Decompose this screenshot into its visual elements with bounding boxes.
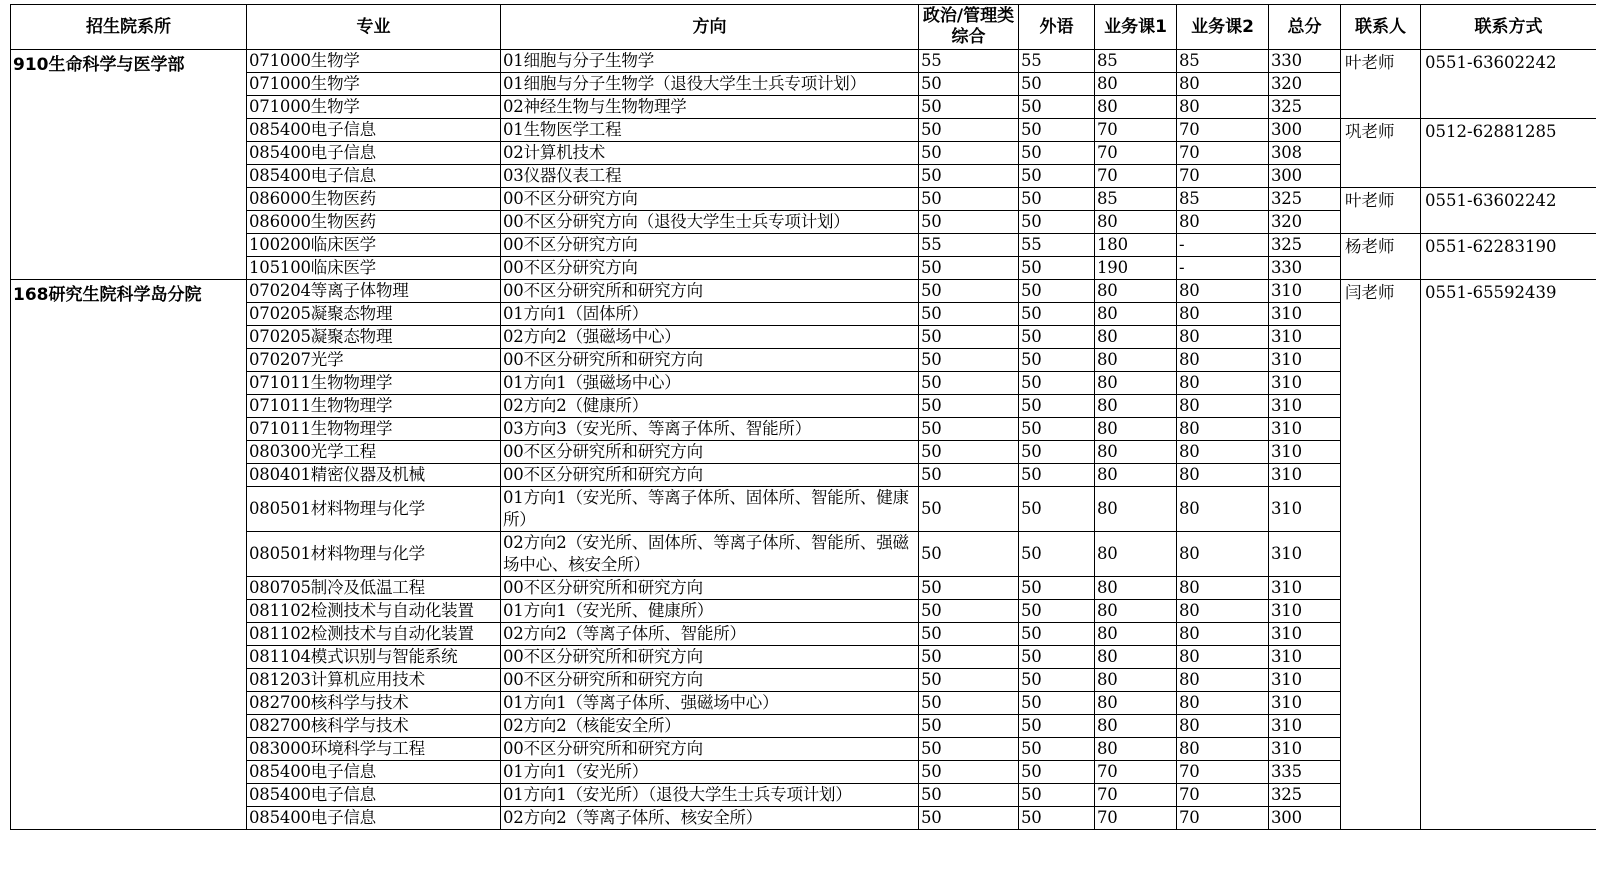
total-score-cell[interactable]: 310 <box>1269 280 1341 303</box>
politics-score-cell[interactable]: 50 <box>919 395 1019 418</box>
major-cell[interactable]: 081104模式识别与智能系统 <box>247 646 501 669</box>
politics-score-cell[interactable]: 50 <box>919 303 1019 326</box>
major-cell[interactable]: 080501材料物理与化学 <box>247 487 501 532</box>
contact-name-cell[interactable]: 巩老师 <box>1341 119 1421 188</box>
politics-score-cell[interactable]: 50 <box>919 738 1019 761</box>
course2-score-cell[interactable]: 80 <box>1177 532 1269 577</box>
table-row <box>11 234 1597 257</box>
language-score-cell[interactable]: 50 <box>1019 303 1095 326</box>
language-score-cell[interactable]: 50 <box>1019 257 1095 280</box>
total-score-cell[interactable]: 310 <box>1269 395 1341 418</box>
direction-cell[interactable]: 00不区分研究所和研究方向 <box>501 349 919 372</box>
language-score-cell[interactable]: 50 <box>1019 738 1095 761</box>
language-score-cell[interactable]: 50 <box>1019 142 1095 165</box>
table-row <box>11 50 1597 73</box>
course2-score-cell[interactable]: 80 <box>1177 96 1269 119</box>
language-score-cell[interactable]: 50 <box>1019 372 1095 395</box>
total-score-cell[interactable]: 310 <box>1269 441 1341 464</box>
language-score-cell[interactable]: 50 <box>1019 784 1095 807</box>
total-score-cell[interactable]: 325 <box>1269 784 1341 807</box>
language-score-cell[interactable]: 50 <box>1019 646 1095 669</box>
total-score-cell[interactable]: 310 <box>1269 326 1341 349</box>
total-score-cell[interactable]: 310 <box>1269 349 1341 372</box>
course2-score-cell[interactable]: 80 <box>1177 372 1269 395</box>
politics-score-cell[interactable]: 50 <box>919 211 1019 234</box>
course2-score-cell[interactable]: 80 <box>1177 487 1269 532</box>
course2-score-cell[interactable]: 80 <box>1177 441 1269 464</box>
table-row <box>11 119 1597 142</box>
direction-cell[interactable]: 01方向1（安光所、等离子体所、固体所、智能所、健康所） <box>501 487 919 532</box>
course1-score-cell[interactable]: 70 <box>1095 784 1177 807</box>
major-cell[interactable]: 071000生物学 <box>247 73 501 96</box>
language-score-cell[interactable]: 50 <box>1019 669 1095 692</box>
course1-score-cell[interactable]: 80 <box>1095 395 1177 418</box>
total-score-cell[interactable]: 310 <box>1269 623 1341 646</box>
major-cell[interactable]: 081102检测技术与自动化装置 <box>247 600 501 623</box>
language-score-cell[interactable]: 50 <box>1019 692 1095 715</box>
direction-cell[interactable]: 02方向2（等离子体所、智能所） <box>501 623 919 646</box>
course1-score-cell[interactable]: 80 <box>1095 418 1177 441</box>
header-language[interactable]: 外语 <box>1019 5 1095 50</box>
course1-score-cell[interactable]: 85 <box>1095 188 1177 211</box>
course1-score-cell[interactable]: 190 <box>1095 257 1177 280</box>
course2-score-cell[interactable]: 80 <box>1177 464 1269 487</box>
course2-score-cell[interactable]: 80 <box>1177 326 1269 349</box>
direction-cell[interactable]: 02方向2（安光所、固体所、等离子体所、智能所、强磁场中心、核安全所） <box>501 532 919 577</box>
dept-cell[interactable]: 168研究生院科学岛分院 <box>11 280 247 830</box>
course2-score-cell[interactable]: 70 <box>1177 142 1269 165</box>
course1-score-cell[interactable]: 80 <box>1095 646 1177 669</box>
direction-cell[interactable]: 02方向2（强磁场中心） <box>501 326 919 349</box>
major-cell[interactable]: 083000环境科学与工程 <box>247 738 501 761</box>
politics-score-cell[interactable]: 50 <box>919 669 1019 692</box>
major-cell[interactable]: 085400电子信息 <box>247 165 501 188</box>
course1-score-cell[interactable]: 80 <box>1095 623 1177 646</box>
language-score-cell[interactable]: 50 <box>1019 715 1095 738</box>
politics-score-cell[interactable]: 50 <box>919 623 1019 646</box>
course2-score-cell[interactable]: 80 <box>1177 303 1269 326</box>
course1-score-cell[interactable]: 80 <box>1095 349 1177 372</box>
major-cell[interactable]: 080705制冷及低温工程 <box>247 577 501 600</box>
direction-cell[interactable]: 00不区分研究所和研究方向 <box>501 464 919 487</box>
language-score-cell[interactable]: 50 <box>1019 577 1095 600</box>
total-score-cell[interactable]: 310 <box>1269 600 1341 623</box>
language-score-cell[interactable]: 50 <box>1019 441 1095 464</box>
language-score-cell[interactable]: 55 <box>1019 234 1095 257</box>
politics-score-cell[interactable]: 50 <box>919 119 1019 142</box>
direction-cell[interactable]: 00不区分研究所和研究方向 <box>501 280 919 303</box>
politics-score-cell[interactable]: 50 <box>919 257 1019 280</box>
course1-score-cell[interactable]: 80 <box>1095 600 1177 623</box>
language-score-cell[interactable]: 50 <box>1019 211 1095 234</box>
major-cell[interactable]: 081102检测技术与自动化装置 <box>247 623 501 646</box>
direction-cell[interactable]: 02方向2（等离子体所、核安全所） <box>501 807 919 830</box>
language-score-cell[interactable]: 50 <box>1019 532 1095 577</box>
politics-score-cell[interactable]: 50 <box>919 142 1019 165</box>
total-score-cell[interactable]: 310 <box>1269 646 1341 669</box>
course1-score-cell[interactable]: 70 <box>1095 761 1177 784</box>
table-row <box>11 280 1597 303</box>
direction-cell[interactable]: 03仪器仪表工程 <box>501 165 919 188</box>
course1-score-cell[interactable]: 80 <box>1095 715 1177 738</box>
course1-score-cell[interactable]: 80 <box>1095 692 1177 715</box>
header-major[interactable]: 专业 <box>247 5 501 50</box>
total-score-cell[interactable]: 300 <box>1269 165 1341 188</box>
header-total[interactable]: 总分 <box>1269 5 1341 50</box>
course1-score-cell[interactable]: 80 <box>1095 532 1177 577</box>
course1-score-cell[interactable]: 70 <box>1095 807 1177 830</box>
politics-score-cell[interactable]: 50 <box>919 577 1019 600</box>
politics-score-cell[interactable]: 50 <box>919 418 1019 441</box>
course1-score-cell[interactable]: 80 <box>1095 372 1177 395</box>
direction-cell[interactable]: 00不区分研究所和研究方向 <box>501 577 919 600</box>
course1-score-cell[interactable]: 80 <box>1095 669 1177 692</box>
total-score-cell[interactable]: 310 <box>1269 669 1341 692</box>
direction-cell[interactable]: 01方向1（等离子体所、强磁场中心） <box>501 692 919 715</box>
politics-score-cell[interactable]: 50 <box>919 372 1019 395</box>
course2-score-cell[interactable]: 80 <box>1177 738 1269 761</box>
politics-score-cell[interactable]: 50 <box>919 165 1019 188</box>
politics-score-cell[interactable]: 50 <box>919 96 1019 119</box>
course2-score-cell[interactable]: - <box>1177 257 1269 280</box>
total-score-cell[interactable]: 330 <box>1269 257 1341 280</box>
major-cell[interactable]: 086000生物医药 <box>247 188 501 211</box>
course2-score-cell[interactable]: - <box>1177 234 1269 257</box>
major-cell[interactable]: 071011生物物理学 <box>247 395 501 418</box>
major-cell[interactable]: 080501材料物理与化学 <box>247 532 501 577</box>
direction-cell[interactable]: 01细胞与分子生物学 <box>501 50 919 73</box>
total-score-cell[interactable]: 310 <box>1269 303 1341 326</box>
politics-score-cell[interactable]: 50 <box>919 600 1019 623</box>
course1-score-cell[interactable]: 80 <box>1095 464 1177 487</box>
course1-score-cell[interactable]: 70 <box>1095 142 1177 165</box>
header-direction[interactable]: 方向 <box>501 5 919 50</box>
course2-score-cell[interactable]: 80 <box>1177 646 1269 669</box>
politics-score-cell[interactable]: 50 <box>919 188 1019 211</box>
course2-score-cell[interactable]: 70 <box>1177 761 1269 784</box>
header-phone[interactable]: 联系方式 <box>1421 5 1597 50</box>
course1-score-cell[interactable]: 80 <box>1095 73 1177 96</box>
contact-phone-cell[interactable]: 0551-63602242 <box>1421 188 1597 234</box>
politics-score-cell[interactable]: 50 <box>919 464 1019 487</box>
total-score-cell[interactable]: 310 <box>1269 487 1341 532</box>
contact-name-cell[interactable]: 叶老师 <box>1341 50 1421 119</box>
total-score-cell[interactable]: 325 <box>1269 188 1341 211</box>
course2-score-cell[interactable]: 80 <box>1177 623 1269 646</box>
language-score-cell[interactable]: 50 <box>1019 395 1095 418</box>
direction-cell[interactable]: 00不区分研究所和研究方向 <box>501 646 919 669</box>
header-row <box>11 5 1597 50</box>
major-cell[interactable]: 085400电子信息 <box>247 119 501 142</box>
course2-score-cell[interactable]: 80 <box>1177 280 1269 303</box>
direction-cell[interactable]: 02计算机技术 <box>501 142 919 165</box>
politics-score-cell[interactable]: 50 <box>919 761 1019 784</box>
direction-cell[interactable]: 00不区分研究所和研究方向 <box>501 441 919 464</box>
direction-cell[interactable]: 00不区分研究方向 <box>501 234 919 257</box>
major-cell[interactable]: 080300光学工程 <box>247 441 501 464</box>
direction-cell[interactable]: 01生物医学工程 <box>501 119 919 142</box>
direction-cell[interactable]: 00不区分研究方向（退役大学生士兵专项计划） <box>501 211 919 234</box>
course2-score-cell[interactable]: 80 <box>1177 715 1269 738</box>
direction-cell[interactable]: 01方向1（固体所） <box>501 303 919 326</box>
contact-name-cell[interactable]: 闫老师 <box>1341 280 1421 830</box>
total-score-cell[interactable]: 310 <box>1269 738 1341 761</box>
header-dept[interactable]: 招生院系所 <box>11 5 247 50</box>
politics-score-cell[interactable]: 55 <box>919 234 1019 257</box>
language-score-cell[interactable]: 50 <box>1019 600 1095 623</box>
language-score-cell[interactable]: 50 <box>1019 326 1095 349</box>
total-score-cell[interactable]: 335 <box>1269 761 1341 784</box>
course2-score-cell[interactable]: 80 <box>1177 577 1269 600</box>
course2-score-cell[interactable]: 80 <box>1177 669 1269 692</box>
language-score-cell[interactable]: 50 <box>1019 280 1095 303</box>
politics-score-cell[interactable]: 50 <box>919 349 1019 372</box>
direction-cell[interactable]: 01方向1（强磁场中心） <box>501 372 919 395</box>
major-cell[interactable]: 086000生物医药 <box>247 211 501 234</box>
major-cell[interactable]: 100200临床医学 <box>247 234 501 257</box>
major-cell[interactable]: 085400电子信息 <box>247 142 501 165</box>
language-score-cell[interactable]: 50 <box>1019 165 1095 188</box>
admission-score-table <box>10 4 1596 830</box>
direction-cell[interactable]: 01方向1（安光所） <box>501 761 919 784</box>
header-politics[interactable]: 政治/管理类综合 <box>919 5 1019 50</box>
dept-cell[interactable]: 910生命科学与医学部 <box>11 50 247 280</box>
total-score-cell[interactable]: 320 <box>1269 211 1341 234</box>
major-cell[interactable]: 071011生物物理学 <box>247 418 501 441</box>
direction-cell[interactable]: 00不区分研究方向 <box>501 257 919 280</box>
course2-score-cell[interactable]: 80 <box>1177 692 1269 715</box>
header-course1[interactable]: 业务课1 <box>1095 5 1177 50</box>
direction-cell[interactable]: 02方向2（核能安全所） <box>501 715 919 738</box>
major-cell[interactable]: 085400电子信息 <box>247 761 501 784</box>
table-body <box>11 50 1597 830</box>
header-contact[interactable]: 联系人 <box>1341 5 1421 50</box>
politics-score-cell[interactable]: 50 <box>919 326 1019 349</box>
language-score-cell[interactable]: 50 <box>1019 623 1095 646</box>
language-score-cell[interactable]: 50 <box>1019 761 1095 784</box>
major-cell[interactable]: 085400电子信息 <box>247 807 501 830</box>
header-course2[interactable]: 业务课2 <box>1177 5 1269 50</box>
course1-score-cell[interactable]: 80 <box>1095 738 1177 761</box>
direction-cell[interactable]: 03方向3（安光所、等离子体所、智能所） <box>501 418 919 441</box>
major-cell[interactable]: 070205凝聚态物理 <box>247 326 501 349</box>
language-score-cell[interactable]: 50 <box>1019 96 1095 119</box>
language-score-cell[interactable]: 55 <box>1019 50 1095 73</box>
politics-score-cell[interactable]: 50 <box>919 441 1019 464</box>
politics-score-cell[interactable]: 50 <box>919 280 1019 303</box>
table-row <box>11 188 1597 211</box>
course2-score-cell[interactable]: 70 <box>1177 784 1269 807</box>
language-score-cell[interactable]: 50 <box>1019 119 1095 142</box>
politics-score-cell[interactable]: 55 <box>919 50 1019 73</box>
contact-phone-cell[interactable]: 0551-62283190 <box>1421 234 1597 280</box>
course2-score-cell[interactable]: 80 <box>1177 211 1269 234</box>
course1-score-cell[interactable]: 85 <box>1095 50 1177 73</box>
total-score-cell[interactable]: 310 <box>1269 532 1341 577</box>
total-score-cell[interactable]: 300 <box>1269 119 1341 142</box>
language-score-cell[interactable]: 50 <box>1019 188 1095 211</box>
major-cell[interactable]: 085400电子信息 <box>247 784 501 807</box>
contact-phone-cell[interactable]: 0512-62881285 <box>1421 119 1597 188</box>
major-cell[interactable]: 070207光学 <box>247 349 501 372</box>
course1-score-cell[interactable]: 80 <box>1095 326 1177 349</box>
direction-cell[interactable]: 02神经生物与生物物理学 <box>501 96 919 119</box>
course1-score-cell[interactable]: 80 <box>1095 487 1177 532</box>
course2-score-cell[interactable]: 70 <box>1177 807 1269 830</box>
direction-cell[interactable]: 02方向2（健康所） <box>501 395 919 418</box>
course2-score-cell[interactable]: 80 <box>1177 418 1269 441</box>
major-cell[interactable]: 070205凝聚态物理 <box>247 303 501 326</box>
politics-score-cell[interactable]: 50 <box>919 646 1019 669</box>
contact-name-cell[interactable]: 杨老师 <box>1341 234 1421 280</box>
major-cell[interactable]: 070204等离子体物理 <box>247 280 501 303</box>
spreadsheet-view <box>10 4 1596 869</box>
direction-cell[interactable]: 00不区分研究所和研究方向 <box>501 669 919 692</box>
course1-score-cell[interactable]: 80 <box>1095 211 1177 234</box>
total-score-cell[interactable]: 310 <box>1269 715 1341 738</box>
total-score-cell[interactable]: 320 <box>1269 73 1341 96</box>
course2-score-cell[interactable]: 80 <box>1177 395 1269 418</box>
course2-score-cell[interactable]: 80 <box>1177 600 1269 623</box>
total-score-cell[interactable]: 310 <box>1269 577 1341 600</box>
course2-score-cell[interactable]: 85 <box>1177 188 1269 211</box>
course2-score-cell[interactable]: 80 <box>1177 349 1269 372</box>
major-cell[interactable]: 105100临床医学 <box>247 257 501 280</box>
contact-phone-cell[interactable]: 0551-65592439 <box>1421 280 1597 830</box>
course2-score-cell[interactable]: 85 <box>1177 50 1269 73</box>
language-score-cell[interactable]: 50 <box>1019 73 1095 96</box>
total-score-cell[interactable]: 300 <box>1269 807 1341 830</box>
course1-score-cell[interactable]: 70 <box>1095 119 1177 142</box>
major-cell[interactable]: 071000生物学 <box>247 96 501 119</box>
language-score-cell[interactable]: 50 <box>1019 418 1095 441</box>
major-cell[interactable]: 080401精密仪器及机械 <box>247 464 501 487</box>
politics-score-cell[interactable]: 50 <box>919 692 1019 715</box>
language-score-cell[interactable]: 50 <box>1019 464 1095 487</box>
total-score-cell[interactable]: 310 <box>1269 418 1341 441</box>
course1-score-cell[interactable]: 80 <box>1095 303 1177 326</box>
major-cell[interactable]: 082700核科学与技术 <box>247 692 501 715</box>
total-score-cell[interactable]: 325 <box>1269 234 1341 257</box>
direction-cell[interactable]: 00不区分研究方向 <box>501 188 919 211</box>
major-cell[interactable]: 081203计算机应用技术 <box>247 669 501 692</box>
course2-score-cell[interactable]: 70 <box>1177 165 1269 188</box>
politics-score-cell[interactable]: 50 <box>919 784 1019 807</box>
major-cell[interactable]: 071011生物物理学 <box>247 372 501 395</box>
course1-score-cell[interactable]: 180 <box>1095 234 1177 257</box>
politics-score-cell[interactable]: 50 <box>919 73 1019 96</box>
total-score-cell[interactable]: 310 <box>1269 372 1341 395</box>
language-score-cell[interactable]: 50 <box>1019 807 1095 830</box>
language-score-cell[interactable]: 50 <box>1019 487 1095 532</box>
major-cell[interactable]: 082700核科学与技术 <box>247 715 501 738</box>
course1-score-cell[interactable]: 80 <box>1095 96 1177 119</box>
course1-score-cell[interactable]: 80 <box>1095 280 1177 303</box>
total-score-cell[interactable]: 310 <box>1269 692 1341 715</box>
contact-phone-cell[interactable]: 0551-63602242 <box>1421 50 1597 119</box>
direction-cell[interactable]: 00不区分研究所和研究方向 <box>501 738 919 761</box>
total-score-cell[interactable]: 325 <box>1269 96 1341 119</box>
language-score-cell[interactable]: 50 <box>1019 349 1095 372</box>
total-score-cell[interactable]: 330 <box>1269 50 1341 73</box>
politics-score-cell[interactable]: 50 <box>919 807 1019 830</box>
course2-score-cell[interactable]: 70 <box>1177 119 1269 142</box>
course2-score-cell[interactable]: 80 <box>1177 73 1269 96</box>
politics-score-cell[interactable]: 50 <box>919 487 1019 532</box>
contact-name-cell[interactable]: 叶老师 <box>1341 188 1421 234</box>
total-score-cell[interactable]: 308 <box>1269 142 1341 165</box>
direction-cell[interactable]: 01方向1（安光所、健康所） <box>501 600 919 623</box>
politics-score-cell[interactable]: 50 <box>919 532 1019 577</box>
total-score-cell[interactable]: 310 <box>1269 464 1341 487</box>
politics-score-cell[interactable]: 50 <box>919 715 1019 738</box>
major-cell[interactable]: 071000生物学 <box>247 50 501 73</box>
direction-cell[interactable]: 01方向1（安光所）（退役大学生士兵专项计划） <box>501 784 919 807</box>
direction-cell[interactable]: 01细胞与分子生物学（退役大学生士兵专项计划） <box>501 73 919 96</box>
course1-score-cell[interactable]: 80 <box>1095 441 1177 464</box>
course1-score-cell[interactable]: 70 <box>1095 165 1177 188</box>
course1-score-cell[interactable]: 80 <box>1095 577 1177 600</box>
